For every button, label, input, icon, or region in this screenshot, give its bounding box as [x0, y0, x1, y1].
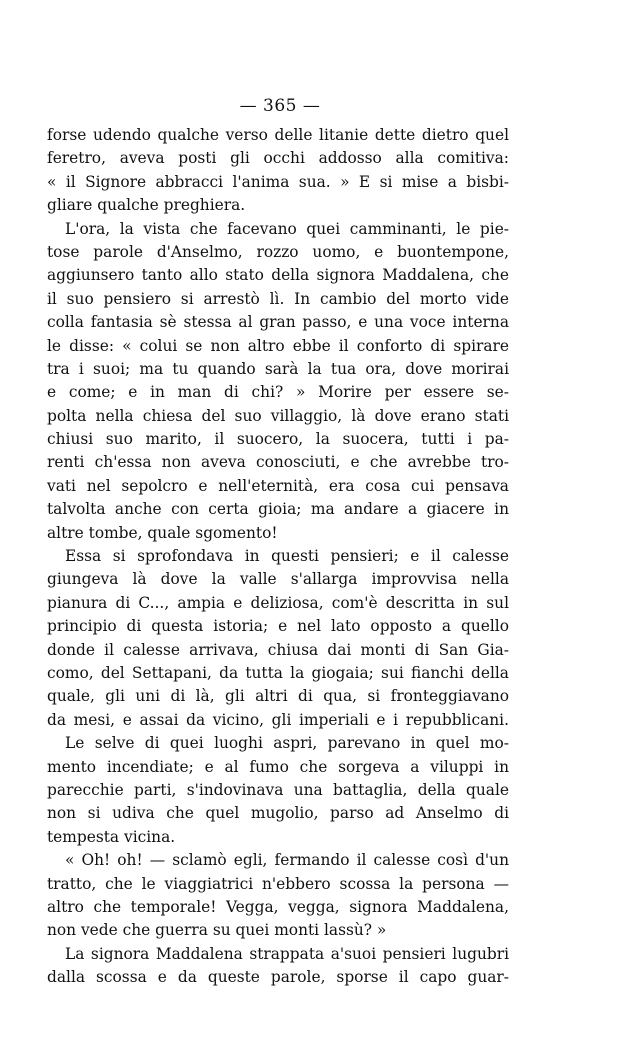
text-line: dalla scossa e da queste parole, sporse il capo guar- — [47, 968, 509, 987]
text-line: forse udendo qualche verso delle litanie dette dietro quel — [47, 126, 509, 144]
text-line: e come; e in man di chi? » Morire per essere se- — [47, 383, 509, 402]
text-line: La signora Maddalena strappata a'suoi pensieri lugubri — [65, 944, 509, 963]
text-line: giungeva là dove la valle s'allarga improvvisa nella — [47, 570, 509, 589]
text-line: « Oh! oh! — sclamò egli, fermando il calesse così d'un — [65, 851, 509, 870]
text-line: altre tombe, quale sgomento! — [47, 523, 278, 542]
text-line: como, del Settapani, da tutta la giogaia; sui fianchi della — [47, 663, 509, 682]
text-line: il suo pensiero si arrestò lì. In cambio del morto vide — [47, 289, 509, 308]
text-line: pianura di C..., ampia e deliziosa, com'è descritta in sul — [47, 593, 509, 612]
text-line: tratto, che le viaggiatrici n'ebbero scossa la persona — — [47, 874, 509, 893]
text-line: altro che temporale! Vegga, vegga, signora Maddalena, — [47, 897, 509, 916]
text-line: L'ora, la vista che facevano quei camminanti, le pie- — [65, 219, 509, 238]
text-line: quale, gli uni di là, gli altri di qua, si fronteggiavano — [47, 687, 509, 706]
text-line: tose parole d'Anselmo, rozzo uomo, e buontempone, — [47, 242, 509, 261]
text-line: polta nella chiesa del suo villaggio, là dove erano stati — [47, 406, 509, 425]
text-line: talvolta anche con certa gioia; ma andare a giacere in — [47, 500, 509, 519]
text-line: tempesta vicina. — [47, 827, 176, 846]
body-text — [47, 124, 509, 989]
text-line: aggiunsero tanto allo stato della signora Maddalena, che — [47, 266, 509, 285]
text-line: da mesi, e assai da vicino, gli imperiali e i repubblicani. — [47, 710, 509, 729]
text-line: « il Signore abbracci l'anima sua. » E si mise a bisbi- — [47, 172, 509, 191]
text-line: principio di questa istoria; e nel lato opposto a quello — [47, 617, 509, 636]
text-line: non si udiva che quel mugolio, parso ad Anselmo di — [47, 804, 509, 823]
text-line: renti ch'essa non aveva conosciuti, e che avrebbe tro- — [47, 453, 509, 472]
text-line: feretro, aveva posti gli occhi addosso alla comitiva: — [47, 149, 509, 168]
text-line: vati nel sepolcro e nell'eternità, era cosa cui pensava — [47, 476, 509, 495]
text-line: le disse: « colui se non altro ebbe il conforto di spirare — [47, 336, 509, 355]
page-number: — 365 — — [239, 96, 321, 116]
text-line: mento incendiate; e al fumo che sorgeva a viluppi in — [47, 757, 509, 776]
text-line: gliare qualche preghiera. — [47, 196, 246, 215]
text-line: donde il calesse arrivava, chiusa dai monti di San Gia- — [47, 640, 509, 659]
text-line: parecchie parti, s'indovinava una battaglia, della quale — [47, 780, 509, 799]
text-line: colla fantasia sè stessa al gran passo, e una voce interna — [47, 313, 509, 332]
text-line: tra i suoi; ma tu quando sarà la tua ora, dove morirai — [47, 359, 509, 378]
text-line: Le selve di quei luoghi aspri, parevano in quel mo- — [65, 734, 509, 753]
text-line: Essa si sprofondava in questi pensieri; e il calesse — [65, 547, 509, 566]
text-line: chiusi suo marito, il suocero, la suocera, tutti i pa- — [47, 430, 509, 449]
text-line: non vede che guerra su quei monti lassù? » — [47, 921, 387, 940]
